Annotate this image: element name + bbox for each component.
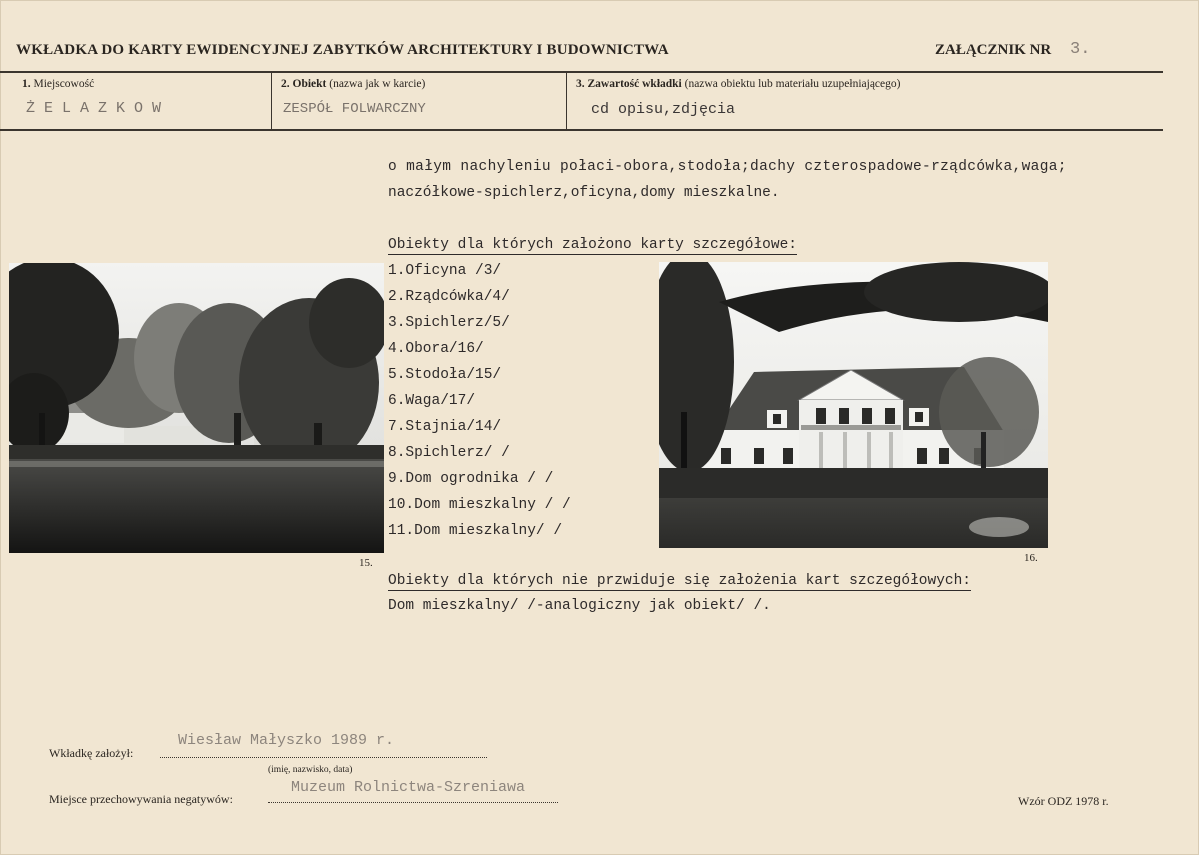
no-cards-heading: Obiekty dla których nie przwiduje się założenia kart szczegółowych: xyxy=(388,573,971,589)
detailed-card-item: 1.Oficyna /3/ xyxy=(388,263,502,279)
detailed-card-item: 7.Stajnia/14/ xyxy=(388,419,502,435)
description-line-2: naczółkowe-spichlerz,oficyna,domy mieszkalne. xyxy=(388,185,780,201)
content-label: 3. Zawartość wkładki (nazwa obiektu lub materiału uzupełniającego) xyxy=(576,78,901,90)
detailed-card-item: 3.Spichlerz/5/ xyxy=(388,315,510,331)
description-line-1: o małym nachyleniu połaci-obora,stodoła;dachy czterospadowe-rządcówka,waga; xyxy=(388,159,1067,175)
created-by-value: Wiesław Małyszko 1989 r. xyxy=(178,732,395,749)
detailed-cards-heading: Obiekty dla których założono karty szczegółowe: xyxy=(388,237,797,253)
header-rule-bottom xyxy=(0,129,1163,131)
detailed-card-item: 10.Dom mieszkalny / / xyxy=(388,497,571,513)
field-divider-2 xyxy=(566,73,567,129)
detailed-card-item: 8.Spichlerz/ / xyxy=(388,445,510,461)
created-by-label: Wkładkę założył: xyxy=(49,746,134,760)
negatives-location-value: Muzeum Rolnictwa-Szreniawa xyxy=(291,779,526,796)
detailed-card-item: 9.Dom ogrodnika / / xyxy=(388,471,554,487)
created-by-hint: (imię, nazwisko, data) xyxy=(268,765,353,775)
detailed-card-item: 4.Obora/16/ xyxy=(388,341,484,357)
detailed-card-item: 2.Rządcówka/4/ xyxy=(388,289,510,305)
locality-label: 1. Miejscowość xyxy=(22,78,95,90)
object-value: ZESPÓŁ FOLWARCZNY xyxy=(283,101,426,117)
photo-manor-house xyxy=(659,262,1048,548)
content-value: cd opisu,zdjęcia xyxy=(591,101,736,118)
field-divider-1 xyxy=(271,73,272,129)
detailed-card-item: 5.Stodoła/15/ xyxy=(388,367,502,383)
header-rule-top xyxy=(0,71,1163,73)
negatives-location-line xyxy=(268,802,558,803)
negatives-location-label: Miejsce przechowywania negatywów: xyxy=(49,792,233,806)
card-title: WKŁADKA DO KARTY EWIDENCYJNEJ ZABYTKÓW ARCHITEKTURY I BUDOWNICTWA xyxy=(16,42,669,58)
photo-left-number: 15. xyxy=(359,557,373,569)
photo-park-trees xyxy=(9,263,384,553)
created-by-line xyxy=(160,757,487,758)
detailed-card-item: 11.Dom mieszkalny/ / xyxy=(388,523,563,539)
no-cards-text: Dom mieszkalny/ /-analogiczny jak obiekt/ /. xyxy=(388,598,771,614)
annex-label: ZAŁĄCZNIK NR xyxy=(935,42,1052,58)
detailed-card-item: 6.Waga/17/ xyxy=(388,393,476,409)
form-version: Wzór ODZ 1978 r. xyxy=(1018,794,1109,808)
object-label: 2. Obiekt (nazwa jak w karcie) xyxy=(281,78,426,90)
photo-right-number: 16. xyxy=(1024,552,1038,564)
locality-value: Ż E L A Z K O W xyxy=(26,100,162,117)
annex-number: 3. xyxy=(1070,40,1091,59)
